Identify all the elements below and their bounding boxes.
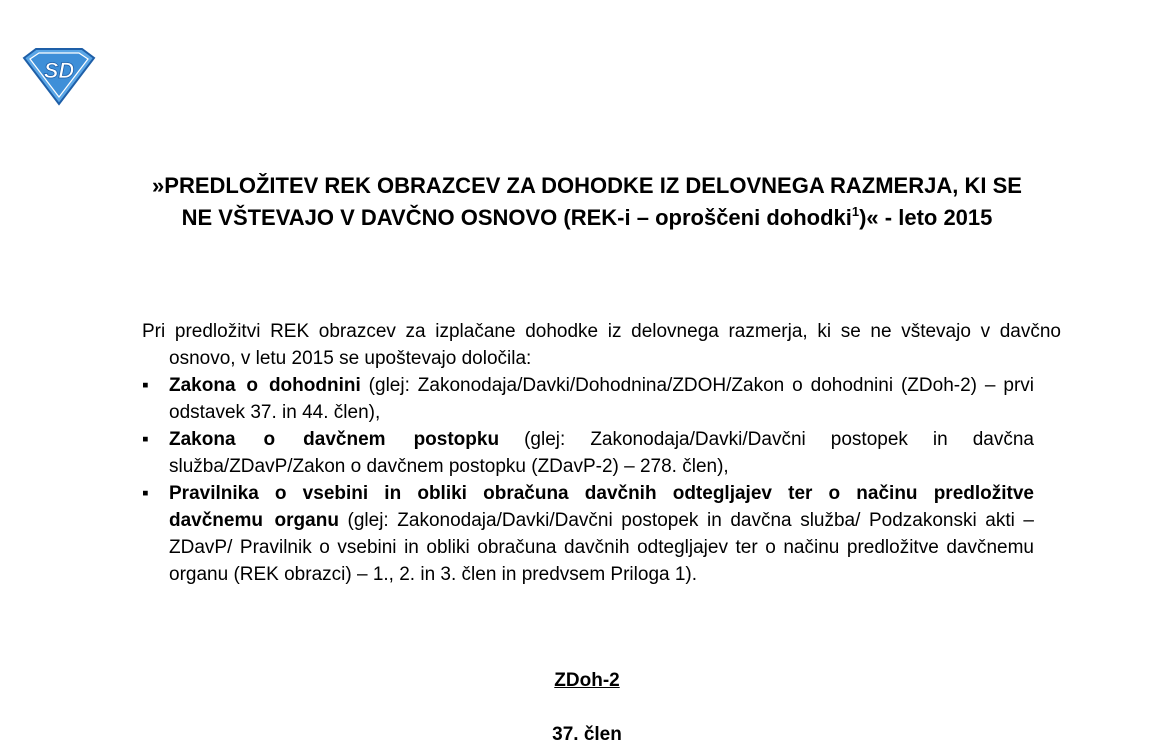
law-list (142, 372, 1034, 588)
law-reference: (glej: Zakonodaja/Davki/Dohodnina/ZDOH/Zakon o dohodnini (ZDoh-2) – prvi odstavek 37. in 44. člen), (169, 375, 1034, 423)
square-bullet-icon: ▪ (142, 375, 149, 396)
section-heading: ZDoh-2 (554, 670, 620, 691)
law-name: Zakona o davčnem postopku (169, 429, 500, 450)
article-heading: 37. člen (552, 724, 622, 745)
sd-shield-logo-icon (22, 48, 96, 106)
law-reference: (glej: Zakonodaja/Davki/Davčni postopek in davčna služba/ZDavP/Zakon o davčnem postopku (ZDavP-2) – 278. člen), (169, 429, 1035, 477)
square-bullet-icon: ▪ (142, 483, 149, 504)
list-item (142, 426, 1034, 480)
title-footnote-marker[interactable]: 1 (851, 204, 860, 219)
law-name: Pravilnika o vsebini in obliki obračuna davčnih odtegljajev ter o načinu predložitve davčnemu organu (169, 483, 1034, 531)
intro-paragraph: Pri predložitvi REK obrazcev za izplačane dohodke iz delovnega razmerja, ki se ne vštevajo v davčno osnovo, v letu 2015 se upoštevajo določila: (142, 321, 1061, 369)
title-text: »PREDLOŽITEV REK OBRAZCEV ZA DOHODKE IZ DELOVNEGA RAZMERJA, KI SE NE VŠTEVAJO V DAVČNO OSNOVO (REK-i – oproščeni dohodki (152, 173, 1022, 230)
title-year: )« - leto 2015 (859, 205, 993, 230)
list-item (142, 480, 1034, 588)
document-title (140, 170, 1034, 234)
law-reference: (glej: Zakonodaja/Davki/Davčni postopek in davčna služba/ Podzakonski akti – ZDavP/ Pravilnik o vsebini in obliki obračuna davčnih odtegljajev ter o načinu predložitve davčnemu organu (REK obrazci) – 1., 2. in 3. člen in predvsem Priloga 1). (169, 510, 1034, 585)
law-name: Zakona o dohodnini (169, 375, 361, 396)
list-item (142, 372, 1034, 426)
square-bullet-icon: ▪ (142, 429, 149, 450)
logo-text: SD (43, 58, 75, 83)
